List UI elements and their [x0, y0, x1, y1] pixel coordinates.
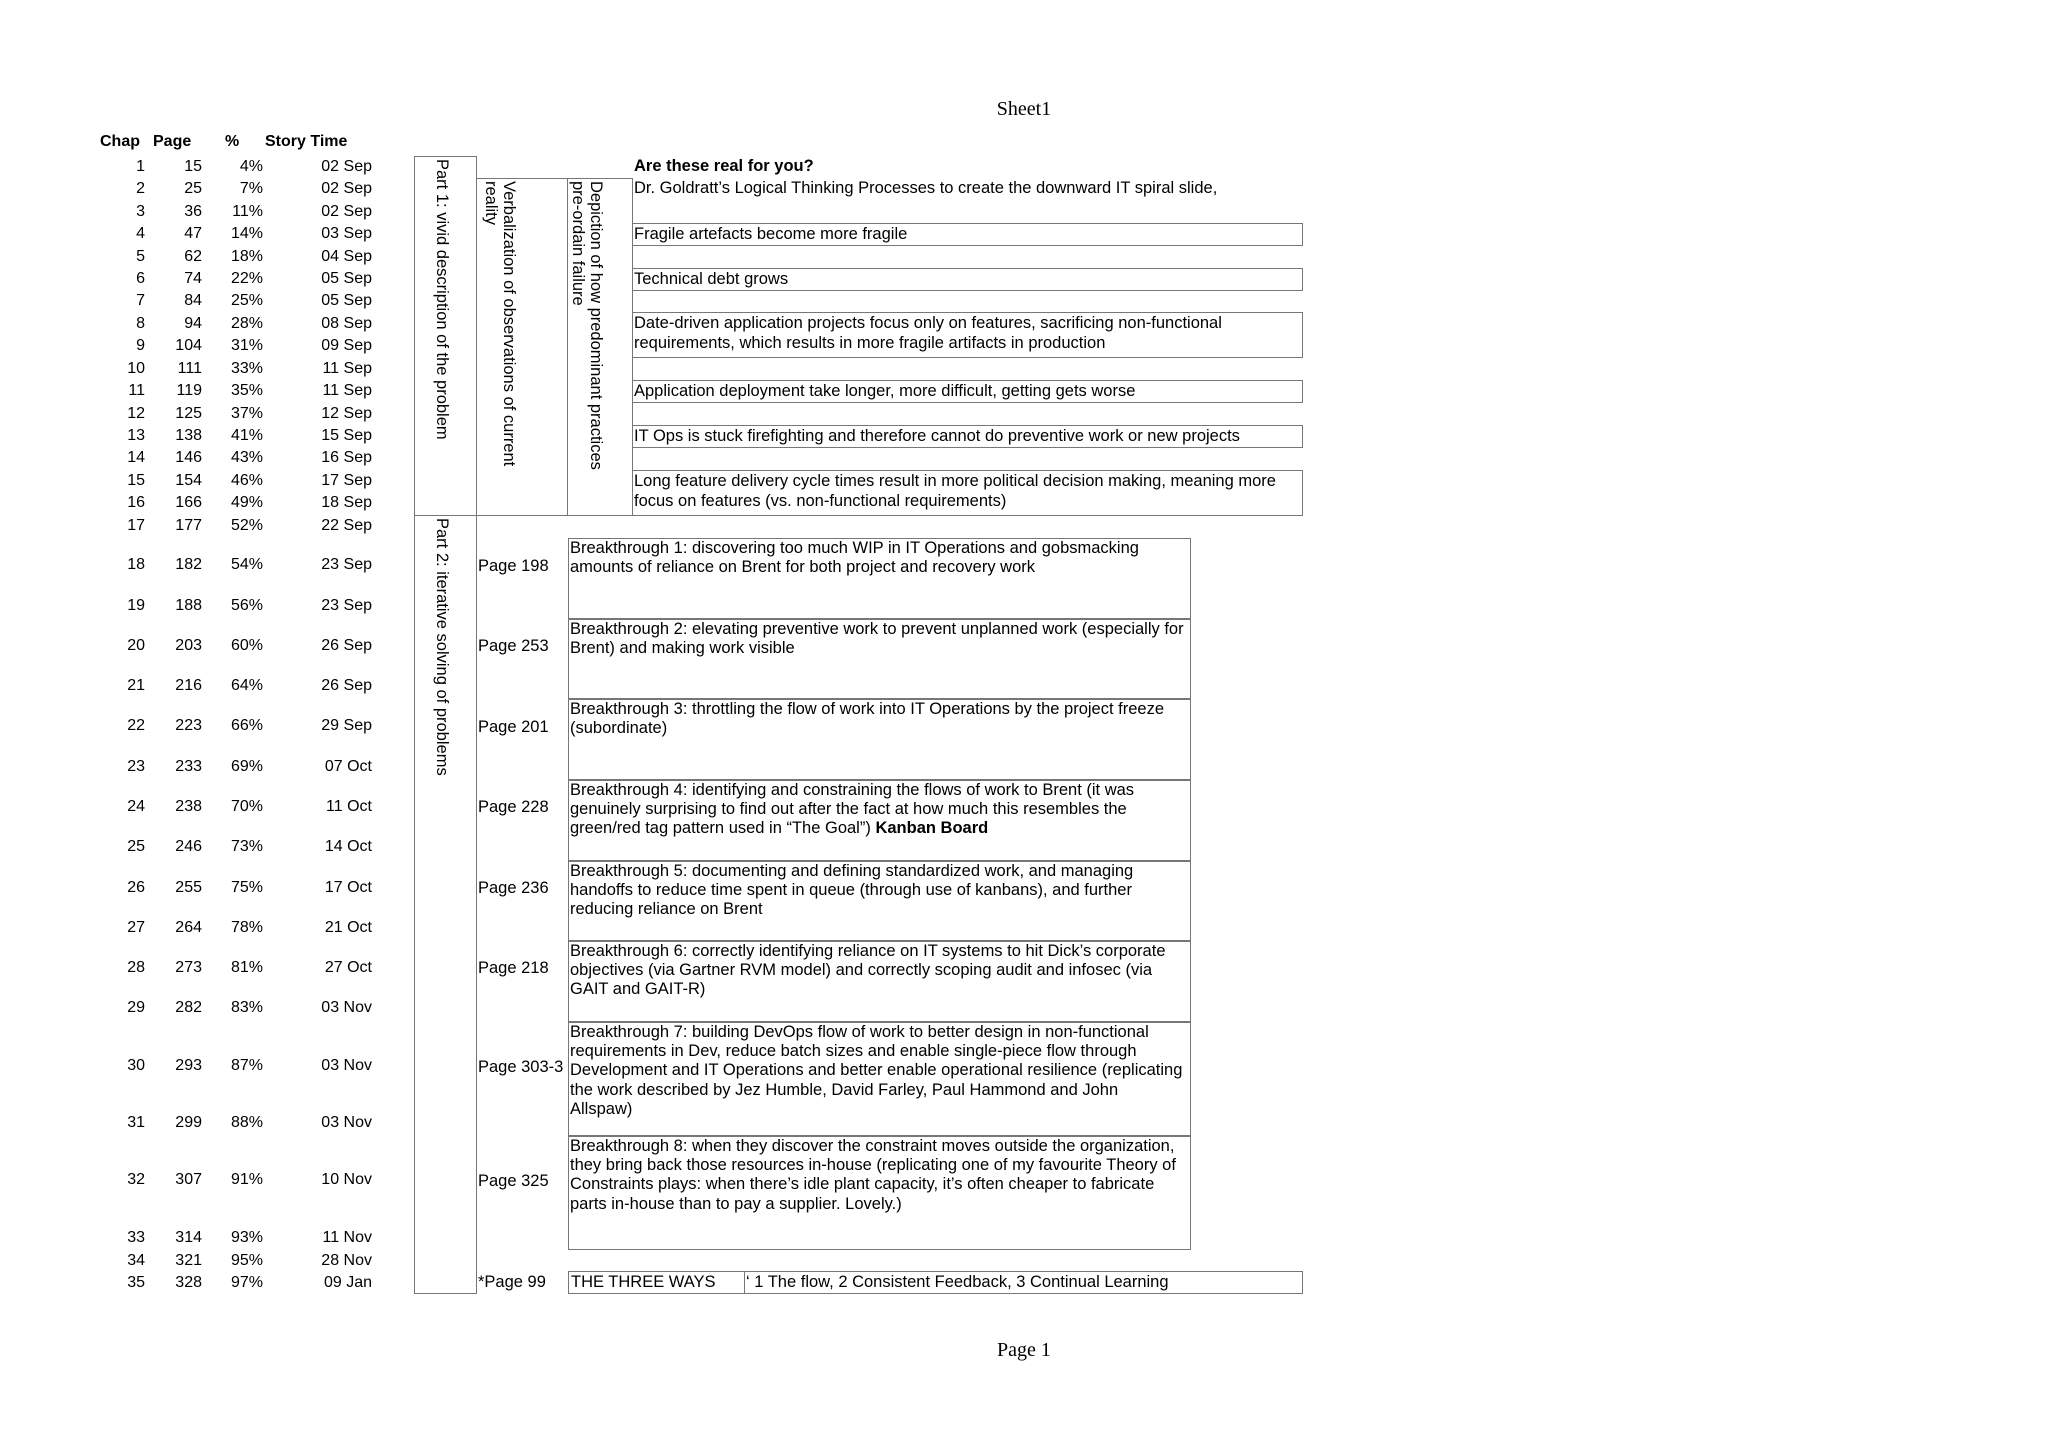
cell-page: 314 [175, 1229, 202, 1246]
breakthrough-description: Breakthrough 6: correctly identifying reliance on IT systems to hit Dick’s corporate objectives (via Gartner RVM model) and correctly scoping audit and infosec (via GAIT and GAIT-R) [570, 942, 1166, 999]
cell-chap: 30 [127, 1057, 145, 1074]
cell-page: 273 [175, 959, 202, 976]
cell-percent: 70% [230, 798, 263, 815]
breakthrough-highlight: Kanban Board [875, 819, 989, 838]
cell-page: 216 [175, 677, 202, 694]
cell-chap: 11 [128, 382, 145, 399]
cell-story-time: 11 Sep [322, 382, 372, 399]
cell-percent: 73% [230, 838, 263, 855]
cell-chap: 2 [136, 180, 145, 197]
cell-story-time: 12 Sep [321, 405, 372, 422]
breakthrough-description: Breakthrough 4: identifying and constraining the flows of work to Brent (it was genuinely surprising to find out after the fact at how much this resembles the green/red tag pattern used in “The Goal”) [570, 781, 1135, 838]
cell-chap: 18 [127, 556, 145, 573]
cell-chap: 15 [127, 472, 145, 489]
cell-percent: 43% [230, 449, 263, 466]
cell-percent: 7% [239, 180, 263, 197]
cell-story-time: 16 Sep [321, 449, 372, 466]
cell-chap: 17 [127, 517, 145, 534]
cell-story-time: 11 Oct [326, 798, 372, 815]
cell-percent: 31% [230, 337, 263, 354]
breakthrough-description: Breakthrough 7: building DevOps flow of work to better design in non-functional requirements in Dev, reduce batch sizes and enable single-piece flow through Development and IT Operations and better enable operational resilience (replicating the work described by Jez Humble, David Farley, Paul Hammond and John Allspaw) [570, 1023, 1183, 1118]
cell-percent: 14% [230, 225, 263, 242]
cell-chap: 10 [127, 360, 145, 377]
cell-story-time: 15 Sep [321, 427, 372, 444]
cell-page: 182 [175, 556, 202, 573]
cell-page: 154 [175, 472, 202, 489]
three-ways-page: *Page 99 [478, 1273, 546, 1291]
cell-percent: 46% [230, 472, 263, 489]
cell-page: 246 [175, 838, 202, 855]
cell-percent: 69% [230, 758, 263, 775]
breakthrough-description: Breakthrough 8: when they discover the constraint moves outside the organization, they bring back those resources in-house (replicating one of my favourite Theory of Constraints plays: when there’s idle plant capacity, it’s often cheaper to fabricate parts in-house than to pay a supplier. Lovely.) [570, 1137, 1176, 1213]
breakthrough-description: Breakthrough 2: elevating preventive work to prevent unplanned work (especially for Brent) and making work visible [570, 620, 1184, 658]
part1-item: IT Ops is stuck firefighting and therefore cannot do preventive work or new projects [634, 427, 1240, 445]
cell-percent: 95% [230, 1252, 263, 1269]
cell-percent: 41% [230, 427, 263, 444]
cell-percent: 22% [230, 270, 263, 287]
cell-page: 203 [175, 637, 202, 654]
part1-heading: Are these real for you? [634, 157, 814, 175]
cell-page: 223 [175, 717, 202, 734]
cell-percent: 60% [230, 637, 263, 654]
cell-page: 104 [175, 337, 202, 354]
cell-page: 84 [184, 292, 202, 309]
breakthrough-description: Breakthrough 1: discovering too much WIP in IT Operations and gobsmacking amounts of reliance on Brent for both project and recovery work [570, 539, 1139, 577]
cell-story-time: 03 Nov [321, 1057, 372, 1074]
cell-story-time: 23 Sep [321, 597, 372, 614]
cell-chap: 6 [136, 270, 145, 287]
cell-story-time: 27 Oct [324, 959, 372, 976]
cell-story-time: 10 Nov [321, 1171, 372, 1188]
cell-page: 15 [184, 158, 202, 175]
cell-page: 36 [184, 203, 202, 220]
cell-story-time: 03 Sep [321, 225, 372, 242]
cell-page: 138 [175, 427, 202, 444]
cell-chap: 16 [127, 494, 145, 511]
cell-percent: 54% [230, 556, 263, 573]
breakthrough-page-ref: Page 253 [478, 637, 549, 655]
cell-chap: 5 [136, 248, 145, 265]
cell-story-time: 04 Sep [321, 248, 372, 265]
cell-story-time: 05 Sep [321, 292, 372, 309]
cell-page: 307 [175, 1171, 202, 1188]
cell-percent: 83% [230, 999, 263, 1016]
cell-chap: 23 [127, 758, 145, 775]
cell-percent: 87% [230, 1057, 263, 1074]
breakthrough-page-ref: Page 303-3 [478, 1058, 564, 1076]
cell-page: 321 [175, 1252, 202, 1269]
part1-depiction-label: Depiction of how predominant practices pre-ordain failure [569, 181, 605, 470]
breakthrough-text [568, 1136, 1186, 1215]
cell-percent: 93% [230, 1229, 263, 1246]
cell-percent: 49% [230, 494, 263, 511]
header-story-time: Story Time [265, 133, 348, 150]
breakthrough-page-ref: Page 325 [478, 1172, 549, 1190]
cell-page: 111 [177, 360, 202, 377]
cell-percent: 91% [230, 1171, 263, 1188]
cell-chap: 9 [136, 337, 145, 354]
page-footer: Page 1 [997, 1339, 1051, 1361]
cell-chap: 24 [127, 798, 145, 815]
cell-story-time: 14 Oct [324, 838, 372, 855]
cell-percent: 11% [232, 203, 263, 220]
breakthrough-text [568, 1022, 1186, 1120]
part1-observations-label: Verbalization of observations of current reality [482, 181, 518, 467]
cell-story-time: 02 Sep [321, 158, 372, 175]
cell-percent: 25% [230, 292, 263, 309]
cell-percent: 33% [230, 360, 263, 377]
cell-percent: 66% [230, 717, 263, 734]
part1-item: Fragile artefacts become more fragile [634, 225, 908, 243]
cell-story-time: 26 Sep [321, 677, 372, 694]
cell-page: 233 [175, 758, 202, 775]
cell-page: 264 [175, 919, 202, 936]
cell-story-time: 03 Nov [321, 999, 372, 1016]
header-percent: % [225, 133, 240, 150]
cell-story-time: 02 Sep [321, 203, 372, 220]
cell-story-time: 18 Sep [321, 494, 372, 511]
header-page: Page [153, 133, 192, 150]
breakthrough-text [568, 861, 1186, 921]
breakthrough-page-ref: Page 201 [478, 718, 549, 736]
cell-page: 177 [175, 517, 202, 534]
cell-page: 255 [175, 879, 202, 896]
cell-story-time: 26 Sep [321, 637, 372, 654]
cell-page: 166 [175, 494, 202, 511]
part1-item: Date-driven application projects focus only on features, sacrificing non-functional requirements, which results in more fragile artifacts in production [634, 314, 1222, 352]
cell-page: 293 [175, 1057, 202, 1074]
cell-story-time: 08 Sep [321, 315, 372, 332]
cell-percent: 28% [230, 315, 263, 332]
part1-label: Part 1: vivid description of the problem [433, 159, 451, 440]
part1-item: Application deployment take longer, more difficult, getting gets worse [634, 382, 1136, 400]
cell-page: 74 [184, 270, 202, 287]
cell-chap: 3 [136, 203, 145, 220]
cell-chap: 22 [127, 717, 145, 734]
cell-page: 238 [175, 798, 202, 815]
cell-page: 119 [176, 382, 202, 399]
cell-percent: 52% [230, 517, 263, 534]
cell-page: 47 [184, 225, 202, 242]
cell-chap: 8 [136, 315, 145, 332]
cell-page: 94 [184, 315, 202, 332]
breakthrough-text [568, 780, 1186, 840]
cell-story-time: 09 Sep [321, 337, 372, 354]
cell-story-time: 22 Sep [321, 517, 372, 534]
cell-story-time: 02 Sep [321, 180, 372, 197]
cell-percent: 37% [230, 405, 263, 422]
cell-chap: 14 [127, 449, 145, 466]
part2-label: Part 2: iterative solving of problems [433, 518, 451, 776]
cell-chap: 13 [127, 427, 145, 444]
cell-chap: 12 [127, 405, 145, 422]
cell-chap: 32 [127, 1171, 145, 1188]
cell-chap: 31 [127, 1114, 145, 1131]
cell-page: 328 [175, 1274, 202, 1291]
breakthrough-text [568, 619, 1186, 659]
breakthrough-page-ref: Page 228 [478, 798, 549, 816]
cell-story-time: 17 Oct [324, 879, 372, 896]
breakthrough-description: Breakthrough 3: throttling the flow of work into IT Operations by the project freeze (subordinate) [570, 700, 1165, 738]
cell-page: 282 [175, 999, 202, 1016]
cell-chap: 4 [136, 225, 145, 242]
cell-percent: 56% [230, 597, 263, 614]
breakthrough-page-ref: Page 218 [478, 959, 549, 977]
cell-chap: 7 [136, 292, 145, 309]
cell-percent: 4% [239, 158, 263, 175]
three-ways-text: ‘ 1 The flow, 2 Consistent Feedback, 3 Continual Learning [746, 1273, 1169, 1291]
cell-percent: 64% [230, 677, 263, 694]
breakthrough-text [568, 538, 1186, 578]
cell-story-time: 09 Jan [323, 1274, 372, 1291]
sheet-title: Sheet1 [996, 98, 1052, 120]
cell-percent: 35% [230, 382, 263, 399]
cell-percent: 97% [230, 1274, 263, 1291]
cell-page: 25 [184, 180, 202, 197]
cell-story-time: 03 Nov [321, 1114, 372, 1131]
cell-chap: 19 [127, 597, 145, 614]
header-chap: Chap [100, 133, 140, 150]
cell-story-time: 11 Nov [322, 1229, 372, 1246]
breakthrough-description: Breakthrough 5: documenting and defining standardized work, and managing handoffs to reduce time spent in queue (through use of kanbans), and further reducing reliance on Brent [570, 862, 1134, 919]
three-ways-label: THE THREE WAYS [571, 1273, 716, 1291]
cell-chap: 27 [127, 919, 145, 936]
cell-story-time: 21 Oct [324, 919, 372, 936]
cell-chap: 28 [127, 959, 145, 976]
cell-chap: 29 [127, 999, 145, 1016]
cell-chap: 1 [136, 158, 145, 175]
cell-chap: 21 [127, 677, 145, 694]
cell-percent: 81% [230, 959, 263, 976]
cell-story-time: 07 Oct [324, 758, 372, 775]
part1-item: Long feature delivery cycle times result in more political decision making, meaning more focus on features (vs. non-functional requirements) [634, 472, 1276, 510]
part1-intro: Dr. Goldratt’s Logical Thinking Processes to create the downward IT spiral slide, [634, 179, 1218, 197]
cell-chap: 35 [127, 1274, 145, 1291]
cell-page: 299 [175, 1114, 202, 1131]
cell-page: 62 [184, 248, 202, 265]
cell-page: 125 [175, 405, 202, 422]
part1-item: Technical debt grows [634, 270, 789, 288]
cell-chap: 25 [127, 838, 145, 855]
breakthrough-text [568, 941, 1186, 1001]
cell-story-time: 29 Sep [321, 717, 372, 734]
cell-chap: 33 [127, 1229, 145, 1246]
cell-chap: 20 [127, 637, 145, 654]
breakthrough-text [568, 699, 1186, 739]
breakthrough-page-ref: Page 198 [478, 557, 549, 575]
cell-chap: 34 [127, 1252, 145, 1269]
cell-story-time: 05 Sep [321, 270, 372, 287]
cell-percent: 78% [230, 919, 263, 936]
cell-page: 188 [175, 597, 202, 614]
breakthrough-page-ref: Page 236 [478, 879, 549, 897]
cell-story-time: 23 Sep [321, 556, 372, 573]
cell-story-time: 28 Nov [321, 1252, 372, 1269]
cell-percent: 18% [230, 248, 263, 265]
cell-story-time: 11 Sep [322, 360, 372, 377]
cell-page: 146 [175, 449, 202, 466]
cell-percent: 75% [230, 879, 263, 896]
cell-story-time: 17 Sep [321, 472, 372, 489]
cell-chap: 26 [127, 879, 145, 896]
cell-percent: 88% [230, 1114, 263, 1131]
